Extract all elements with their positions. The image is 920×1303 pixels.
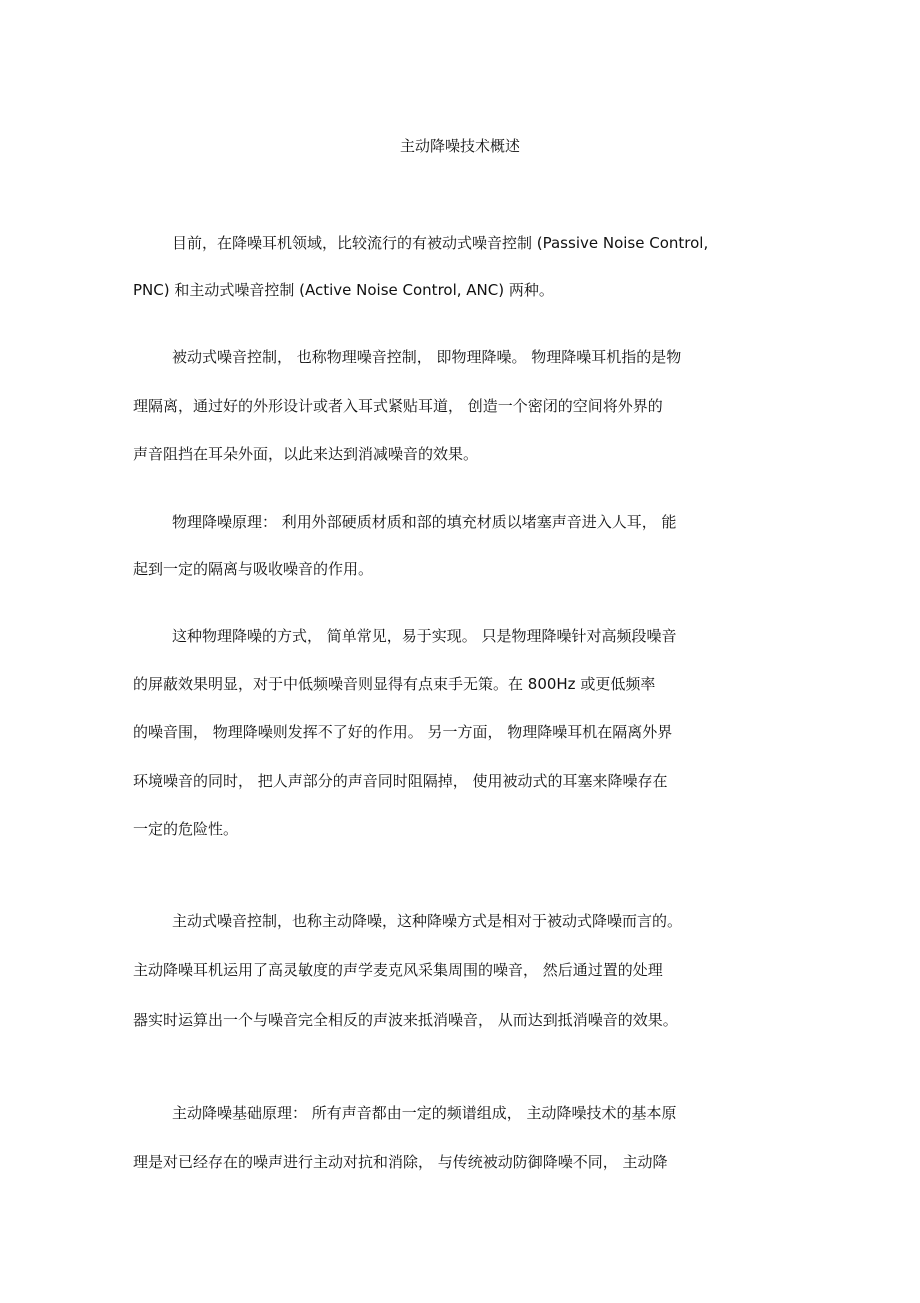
paragraph-line: 这种物理降噪的方式， 简单常见，易于实现。 只是物理降噪针对高频段噪音	[172, 627, 677, 645]
paragraph-line: 的噪音围， 物理降噪则发挥不了好的作用。 另一方面， 物理降噪耳机在隔离外界	[133, 723, 673, 741]
paragraph-line: 被动式噪音控制， 也称物理噪音控制， 即物理降噪。 物理降噪耳机指的是物	[172, 348, 682, 366]
paragraph-line: 主动降噪耳机运用了高灵敏度的声学麦克风采集周围的噪音， 然后通过置的处理	[133, 961, 663, 979]
paragraph-line: 物理降噪原理： 利用外部硬质材质和部的填充材质以堵塞声音进入人耳， 能	[172, 513, 677, 531]
document-title: 主动降噪技术概述	[399, 137, 520, 155]
paragraph-line: 理隔离，通过好的外形设计或者入耳式紧贴耳道， 创造一个密闭的空间将外界的	[133, 397, 663, 415]
paragraph-line: 声音阻挡在耳朵外面，以此来达到消减噪音的效果。	[133, 445, 479, 463]
paragraph-line: 一定的危险性。	[133, 820, 239, 838]
paragraph-line: 环境噪音的同时， 把人声部分的声音同时阻隔掉， 使用被动式的耳塞来降噪存在	[133, 772, 668, 790]
paragraph-line: 的屏蔽效果明显，对于中低频噪音则显得有点束手无策。在 800Hz 或更低频率	[133, 675, 656, 693]
paragraph-line: 主动式噪音控制，也称主动降噪，这种降噪方式是相对于被动式降噪而言的。	[172, 912, 683, 930]
paragraph-line: PNC) 和主动式噪音控制 (Active Noise Control, ANC) 两种。	[133, 281, 554, 299]
paragraph-line: 起到一定的隔离与吸收噪音的作用。	[133, 560, 374, 578]
paragraph-line: 器实时运算出一个与噪音完全相反的声波来抵消噪音， 从而达到抵消噪音的效果。	[133, 1011, 678, 1029]
paragraph-line: 主动降噪基础原理： 所有声音都由一定的频谱组成， 主动降噪技术的基本原	[172, 1104, 677, 1122]
paragraph-line: 目前，在降噪耳机领域，比较流行的有被动式噪音控制 (Passive Noise Control,	[172, 234, 709, 252]
paragraph-line: 理是对已经存在的噪声进行主动对抗和消除， 与传统被动防御降噪不同， 主动降	[133, 1153, 668, 1171]
